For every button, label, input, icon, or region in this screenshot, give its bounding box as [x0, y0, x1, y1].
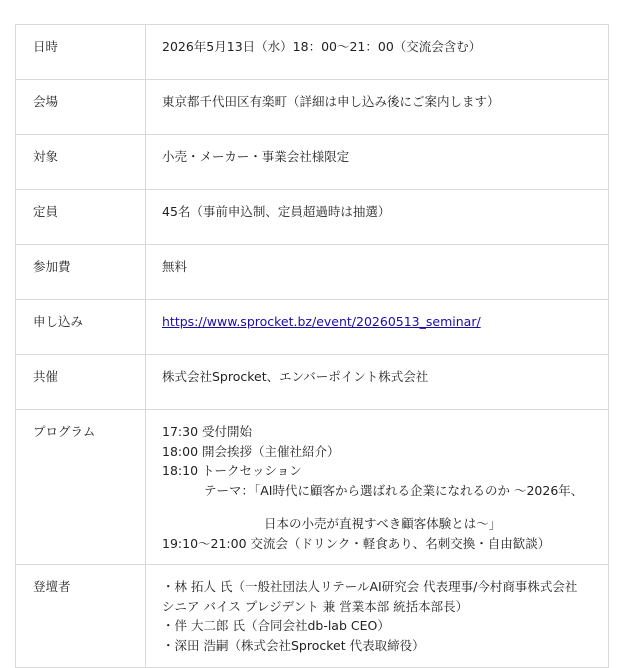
datetime-value: 2026年5月13日（水）18：00〜21：00（交流会含む） [146, 25, 609, 80]
fee-value: 無料 [146, 245, 609, 300]
row-cohost [16, 355, 609, 410]
program-item: 18:00 開会挨拶（主催社紹介） [162, 443, 340, 459]
row-speakers [16, 565, 609, 668]
row-registration [16, 300, 609, 355]
fee-label: 参加費 [16, 245, 146, 300]
datetime-label: 日時 [16, 25, 146, 80]
speaker-line: ・深田 浩嗣（株式会社Sprocket 代表取締役） [162, 637, 425, 653]
program-theme-line1: テーマ：「AI時代に顧客から選ばれる企業になれるのか 〜2026年、 [204, 482, 584, 498]
capacity-value: 45名（事前申込制、定員超過時は抽選） [146, 190, 609, 245]
registration-link[interactable]: https://www.sprocket.bz/event/20260513_seminar/ [162, 314, 481, 329]
speaker-line: ・林 拓人 氏（一般社団法人リテールAI研究会 代表理事/今村商事株式会社 [162, 579, 578, 594]
program-label: プログラム [16, 410, 146, 565]
row-program [16, 410, 609, 565]
row-datetime [16, 25, 609, 80]
cohost-label: 共催 [16, 355, 146, 410]
program-item: 18:10 トークセッション [162, 463, 302, 478]
row-fee [16, 245, 609, 300]
target-label: 対象 [16, 135, 146, 190]
capacity-label: 定員 [16, 190, 146, 245]
program-value [146, 410, 609, 565]
program-closing: 19:10〜21:00 交流会（ドリンク・軽食あり、名刺交換・自由歓談） [162, 535, 551, 551]
speakers-value [146, 565, 609, 668]
registration-label: 申し込み [16, 300, 146, 355]
program-item: 17:30 受付開始 [162, 424, 252, 439]
venue-label: 会場 [16, 80, 146, 135]
event-info-table [15, 24, 609, 668]
target-value: 小売・メーカー・事業会社様限定 [146, 135, 609, 190]
speakers-label: 登壇者 [16, 565, 146, 668]
cohost-value: 株式会社Sprocket、エンバーポイント株式会社 [146, 355, 609, 410]
row-venue [16, 80, 609, 135]
speaker-line: シニア バイス プレジデント 兼 営業本部 統括本部長） [162, 598, 469, 614]
row-target [16, 135, 609, 190]
row-capacity [16, 190, 609, 245]
venue-value: 東京都千代田区有楽町（詳細は申し込み後にご案内します） [146, 80, 609, 135]
program-theme-line2: 日本の小売が直視すべき顧客体験とは〜」 [264, 516, 502, 531]
speaker-line: ・伴 大二郎 氏（合同会社db-lab CEO） [162, 618, 390, 633]
